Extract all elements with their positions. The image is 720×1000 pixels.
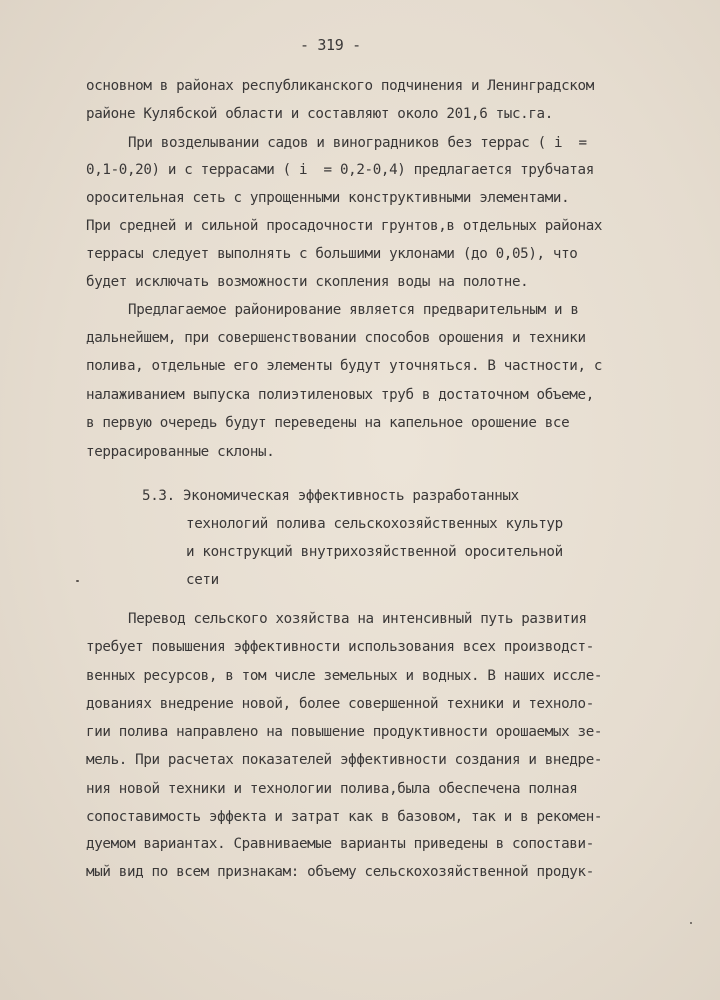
page-number: - 319 -: [300, 36, 361, 54]
text-line: дальнейшем, при совершенствовании способов орошения и техники: [86, 330, 586, 346]
text-line: мель. При расчетах показателей эффективности создания и внедре-: [86, 752, 603, 768]
text-line: в первую очередь будут переведены на капельное орошение все: [86, 415, 570, 431]
text-line: Перевод сельского хозяйства на интенсивный путь развития: [128, 611, 587, 627]
text-line: оросительная сеть с упрощенными конструктивными элементами.: [86, 190, 570, 206]
text-line: полива, отдельные его элементы будут уточняться. В частности, с: [86, 358, 603, 374]
text-line: дуемом вариантах. Сравниваемые варианты приведены в сопостави-: [86, 836, 594, 852]
text-line: основном в районах республиканского подчинения и Ленинградском: [86, 78, 594, 94]
section-heading: и конструкций внутрихозяйственной оросительной: [186, 544, 563, 560]
text-line: сопоставимость эффекта и затрат как в базовом, так и в рекомен-: [86, 809, 603, 825]
section-heading: 5.3. Экономическая эффективность разработанных: [142, 488, 519, 504]
text-line: мый вид по всем признакам: объему сельскохозяйственной продук-: [86, 864, 594, 880]
section-heading: технологий полива сельскохозяйственных культур: [186, 516, 563, 532]
text-line: дованиях внедрение новой, более совершенной техники и техноло-: [86, 696, 594, 712]
text-line: При возделывании садов и виноградников без террас ( i =: [128, 135, 587, 151]
text-line: будет исключать возможности скопления воды на полотне.: [86, 274, 529, 290]
text-line: налаживанием выпуска полиэтиленовых труб в достаточном объеме,: [86, 387, 594, 403]
text-line: районе Кулябской области и составляют около 201,6 тыс.га.: [86, 106, 553, 122]
scan-speck: [690, 922, 692, 924]
text-line: 0,1-0,20) и с террасами ( i = 0,2-0,4) предлагается трубчатая: [86, 162, 594, 178]
text-line: венных ресурсов, в том числе земельных и водных. В наших иссле-: [86, 668, 603, 684]
text-line: террасированные склоны.: [86, 444, 275, 460]
text-line: Предлагаемое районирование является предварительным и в: [128, 302, 579, 318]
scan-speck: [76, 580, 79, 582]
text-line: ния новой техники и технологии полива,была обеспечена полная: [86, 781, 578, 797]
text-line: гии полива направлено на повышение продуктивности орошаемых зе-: [86, 724, 603, 740]
section-heading: сети: [186, 572, 219, 588]
text-line: требует повышения эффективности использования всех производст-: [86, 639, 594, 655]
text-line: террасы следует выполнять с большими уклонами (до 0,05), что: [86, 246, 578, 262]
text-line: При средней и сильной просадочности грунтов,в отдельных районах: [86, 218, 603, 234]
